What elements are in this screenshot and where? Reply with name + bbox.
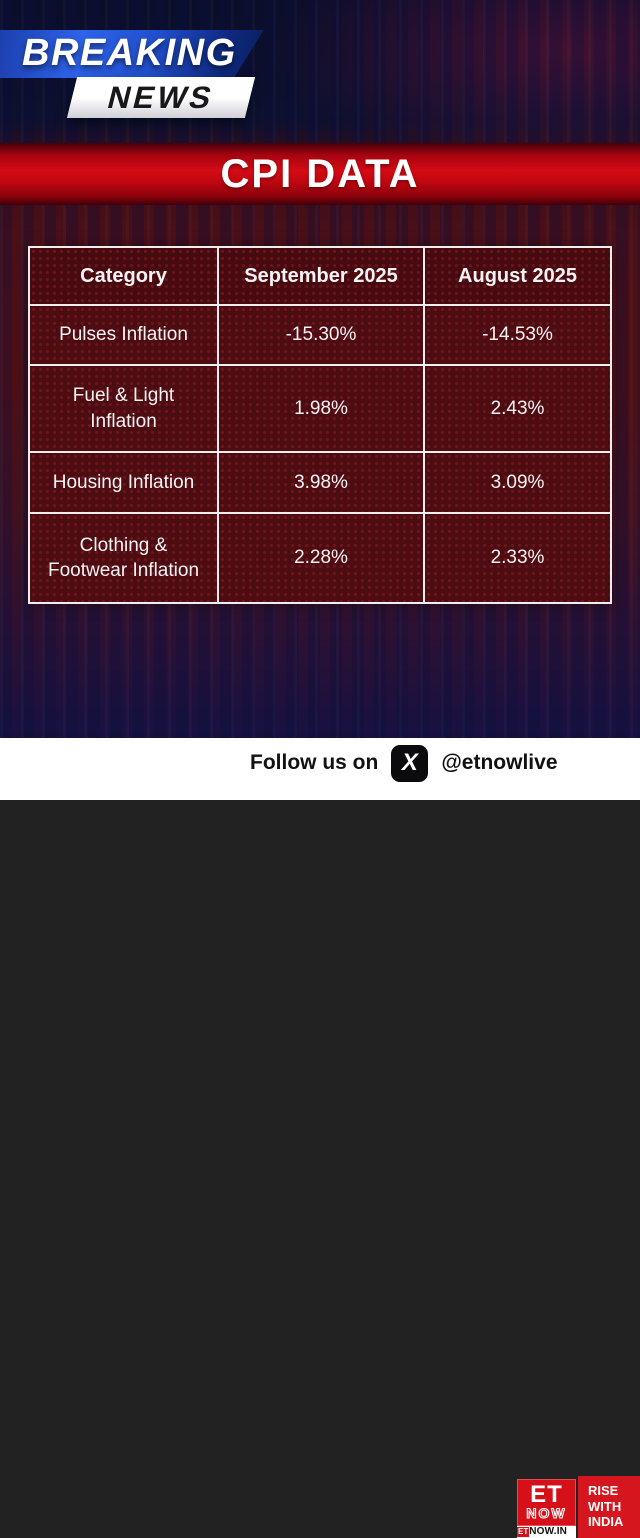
breaking-label: BREAKING [22, 32, 237, 74]
x-glyph: X [401, 749, 418, 776]
tagline-line: INDIA [588, 1514, 624, 1529]
table-row-category [30, 306, 219, 366]
etnow-domain-strip [517, 1526, 576, 1538]
etnow-logo [517, 1479, 576, 1526]
page-title: CPI DATA [220, 152, 420, 196]
category-line: Fuel & Light [72, 385, 175, 407]
social-follow-row [250, 738, 558, 788]
news-banner-plate [67, 77, 255, 118]
table-row-category [30, 366, 219, 453]
table-cell-september: 2.28% [219, 514, 425, 602]
etnow-logo-et: ET [530, 1481, 563, 1509]
column-header-august: August 2025 [425, 248, 610, 306]
table-cell-august: 2.33% [425, 514, 610, 602]
table-row-category [30, 453, 219, 514]
table-cell-september: 1.98% [219, 366, 425, 453]
cpi-data-table [28, 246, 612, 604]
column-header-september: September 2025 [219, 248, 425, 306]
table-cell-august: 3.09% [425, 453, 610, 514]
footer-bar [0, 738, 640, 1537]
news-label: NEWS [104, 80, 218, 115]
category-line: Inflation [90, 410, 157, 432]
table-cell-august: 2.43% [425, 366, 610, 453]
x-twitter-icon [391, 745, 428, 782]
table-cell-september: 3.98% [219, 453, 425, 514]
category-line: Pulses Inflation [59, 324, 188, 346]
etnow-logo-now: NOW [526, 1505, 567, 1522]
follow-us-label: Follow us on [250, 751, 379, 774]
category-line: Clothing & [79, 534, 168, 556]
table-row-category [30, 514, 219, 602]
etnow-domain-rest: NOW.IN [529, 1526, 568, 1537]
column-header-category: Category [30, 248, 219, 306]
table-cell-september: -15.30% [219, 306, 425, 366]
category-line: Housing Inflation [52, 471, 195, 493]
table-cell-august: -14.53% [425, 306, 610, 366]
tagline-line: RISE [588, 1483, 619, 1498]
rise-with-india-tagline [578, 1476, 640, 1538]
tagline-line: WITH [588, 1498, 622, 1514]
etnow-domain-prefix: ET [518, 1527, 529, 1536]
category-line: Footwear Inflation [47, 560, 200, 581]
headline-band [0, 143, 640, 205]
social-handle: @etnowlive [441, 751, 558, 774]
